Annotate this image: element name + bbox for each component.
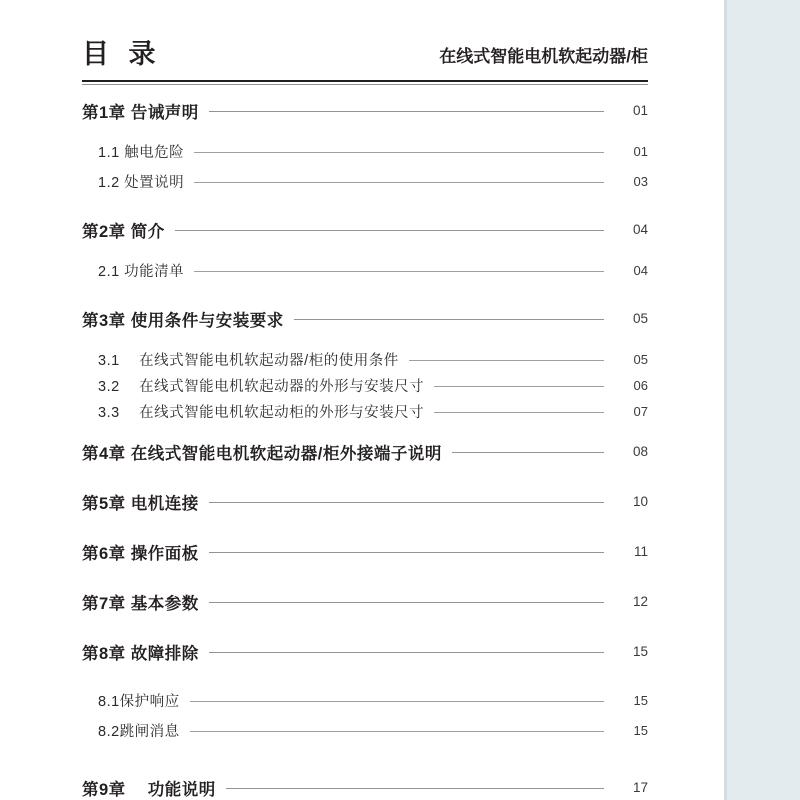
toc-entry-page: 12 [632,594,648,610]
toc-entry-page: 15 [633,692,648,708]
toc-entry-chapter[interactable] [82,218,648,242]
toc-entry-label: 第2章 简介 [82,222,165,241]
toc-entry-chapter[interactable] [82,440,648,464]
toc-entry-page: 03 [633,173,648,189]
spacer [82,741,648,767]
toc-entry-label: 第3章 使用条件与安装要求 [82,311,284,330]
toc-entry-section[interactable] [82,141,648,162]
toc-entry-chapter[interactable] [82,640,648,664]
header-divider-thick [82,80,648,82]
toc-entry-chapter[interactable] [82,490,648,514]
spacer [82,242,648,260]
toc-leader-line [190,731,604,732]
toc-entry-page: 07 [633,403,648,419]
toc-entry-page: 17 [632,780,648,796]
toc-entry-label: 第1章 告诫声明 [82,103,199,122]
toc-entry-label: 第6章 操作面板 [82,544,199,563]
header-divider-thin [82,84,648,85]
toc-leader-line [434,386,604,387]
toc-leader-line [452,452,604,453]
spacer [82,711,648,720]
toc-entry-label: 8.1保护响应 [98,693,180,710]
toc-entry-label: 1.2 处置说明 [98,174,185,191]
toc-content [82,40,648,800]
toc-entry-chapter[interactable] [82,540,648,564]
toc-entry-label: 1.1 触电危险 [98,144,185,161]
spacer [82,192,648,218]
spacer [82,767,648,776]
toc-entry-label: 第4章 在线式智能电机软起动器/柜外接端子说明 [82,444,442,463]
toc-entry-page: 06 [633,377,648,393]
toc-leader-line [226,788,604,789]
toc-leader-line [175,230,604,231]
toc-entry-label: 第9章 功能说明 [82,780,216,799]
spacer [82,664,648,690]
toc-leader-line [209,502,604,503]
toc-entry-label: 第8章 故障排除 [82,644,199,663]
spacer [82,281,648,307]
toc-entry-section[interactable] [82,720,648,741]
toc-entry-chapter[interactable] [82,590,648,614]
toc-entry-label: 3.3 在线式智能电机软起动柜的外形与安装尺寸 [98,404,425,421]
spacer [82,331,648,349]
spacer [82,464,648,490]
toc-entry-page: 10 [632,494,648,510]
toc-entry-page: 04 [632,222,648,238]
toc-entry-page: 11 [633,544,648,560]
toc-entry-label: 3.1 在线式智能电机软起动器/柜的使用条件 [98,352,399,369]
toc-leader-line [209,602,604,603]
toc-entry-label: 第5章 电机连接 [82,494,199,513]
toc-entry-page: 05 [632,311,648,327]
spacer [82,564,648,590]
toc-entry-label: 3.2 在线式智能电机软起动器的外形与安装尺寸 [98,378,425,395]
toc-leader-line [209,111,604,112]
toc-entry-section[interactable] [82,349,648,370]
toc-leader-line [190,701,604,702]
toc-leader-line [434,412,604,413]
toc-leader-line [409,360,604,361]
toc-entry-label: 第7章 基本参数 [82,594,199,613]
toc-entry-page: 04 [633,262,648,278]
toc-entry-chapter[interactable] [82,307,648,331]
toc-entry-section[interactable] [82,171,648,192]
spacer [82,123,648,141]
page-background-edge [724,0,800,800]
toc-entry-page: 15 [632,644,648,660]
document-title: 在线式智能电机软起动器/柜 [439,46,648,66]
toc-leader-line [209,652,604,653]
toc-entry-page: 05 [633,351,648,367]
toc-leader-line [294,319,604,320]
page-title: 目 录 [82,39,162,69]
toc-entry-label: 2.1 功能清单 [98,263,185,280]
toc-entry-section[interactable] [82,690,648,711]
toc-entry-page: 15 [633,722,648,738]
toc-leader-line [209,552,604,553]
toc-entry-section[interactable] [82,401,648,422]
toc-entry-chapter[interactable] [82,99,648,123]
toc-entry-chapter[interactable] [82,776,648,800]
toc-header [82,40,648,80]
spacer [82,162,648,171]
toc-entry-page: 08 [632,444,648,460]
toc-entry-page: 01 [632,103,648,119]
spacer [82,422,648,440]
toc-entry-label: 8.2跳闸消息 [98,723,180,740]
toc-leader-line [194,271,604,272]
toc-leader-line [194,152,604,153]
toc-entry-page: 01 [633,143,648,159]
toc-entry-section[interactable] [82,375,648,396]
spacer [82,514,648,540]
toc-leader-line [194,182,604,183]
spacer [82,614,648,640]
toc-entry-section[interactable] [82,260,648,281]
